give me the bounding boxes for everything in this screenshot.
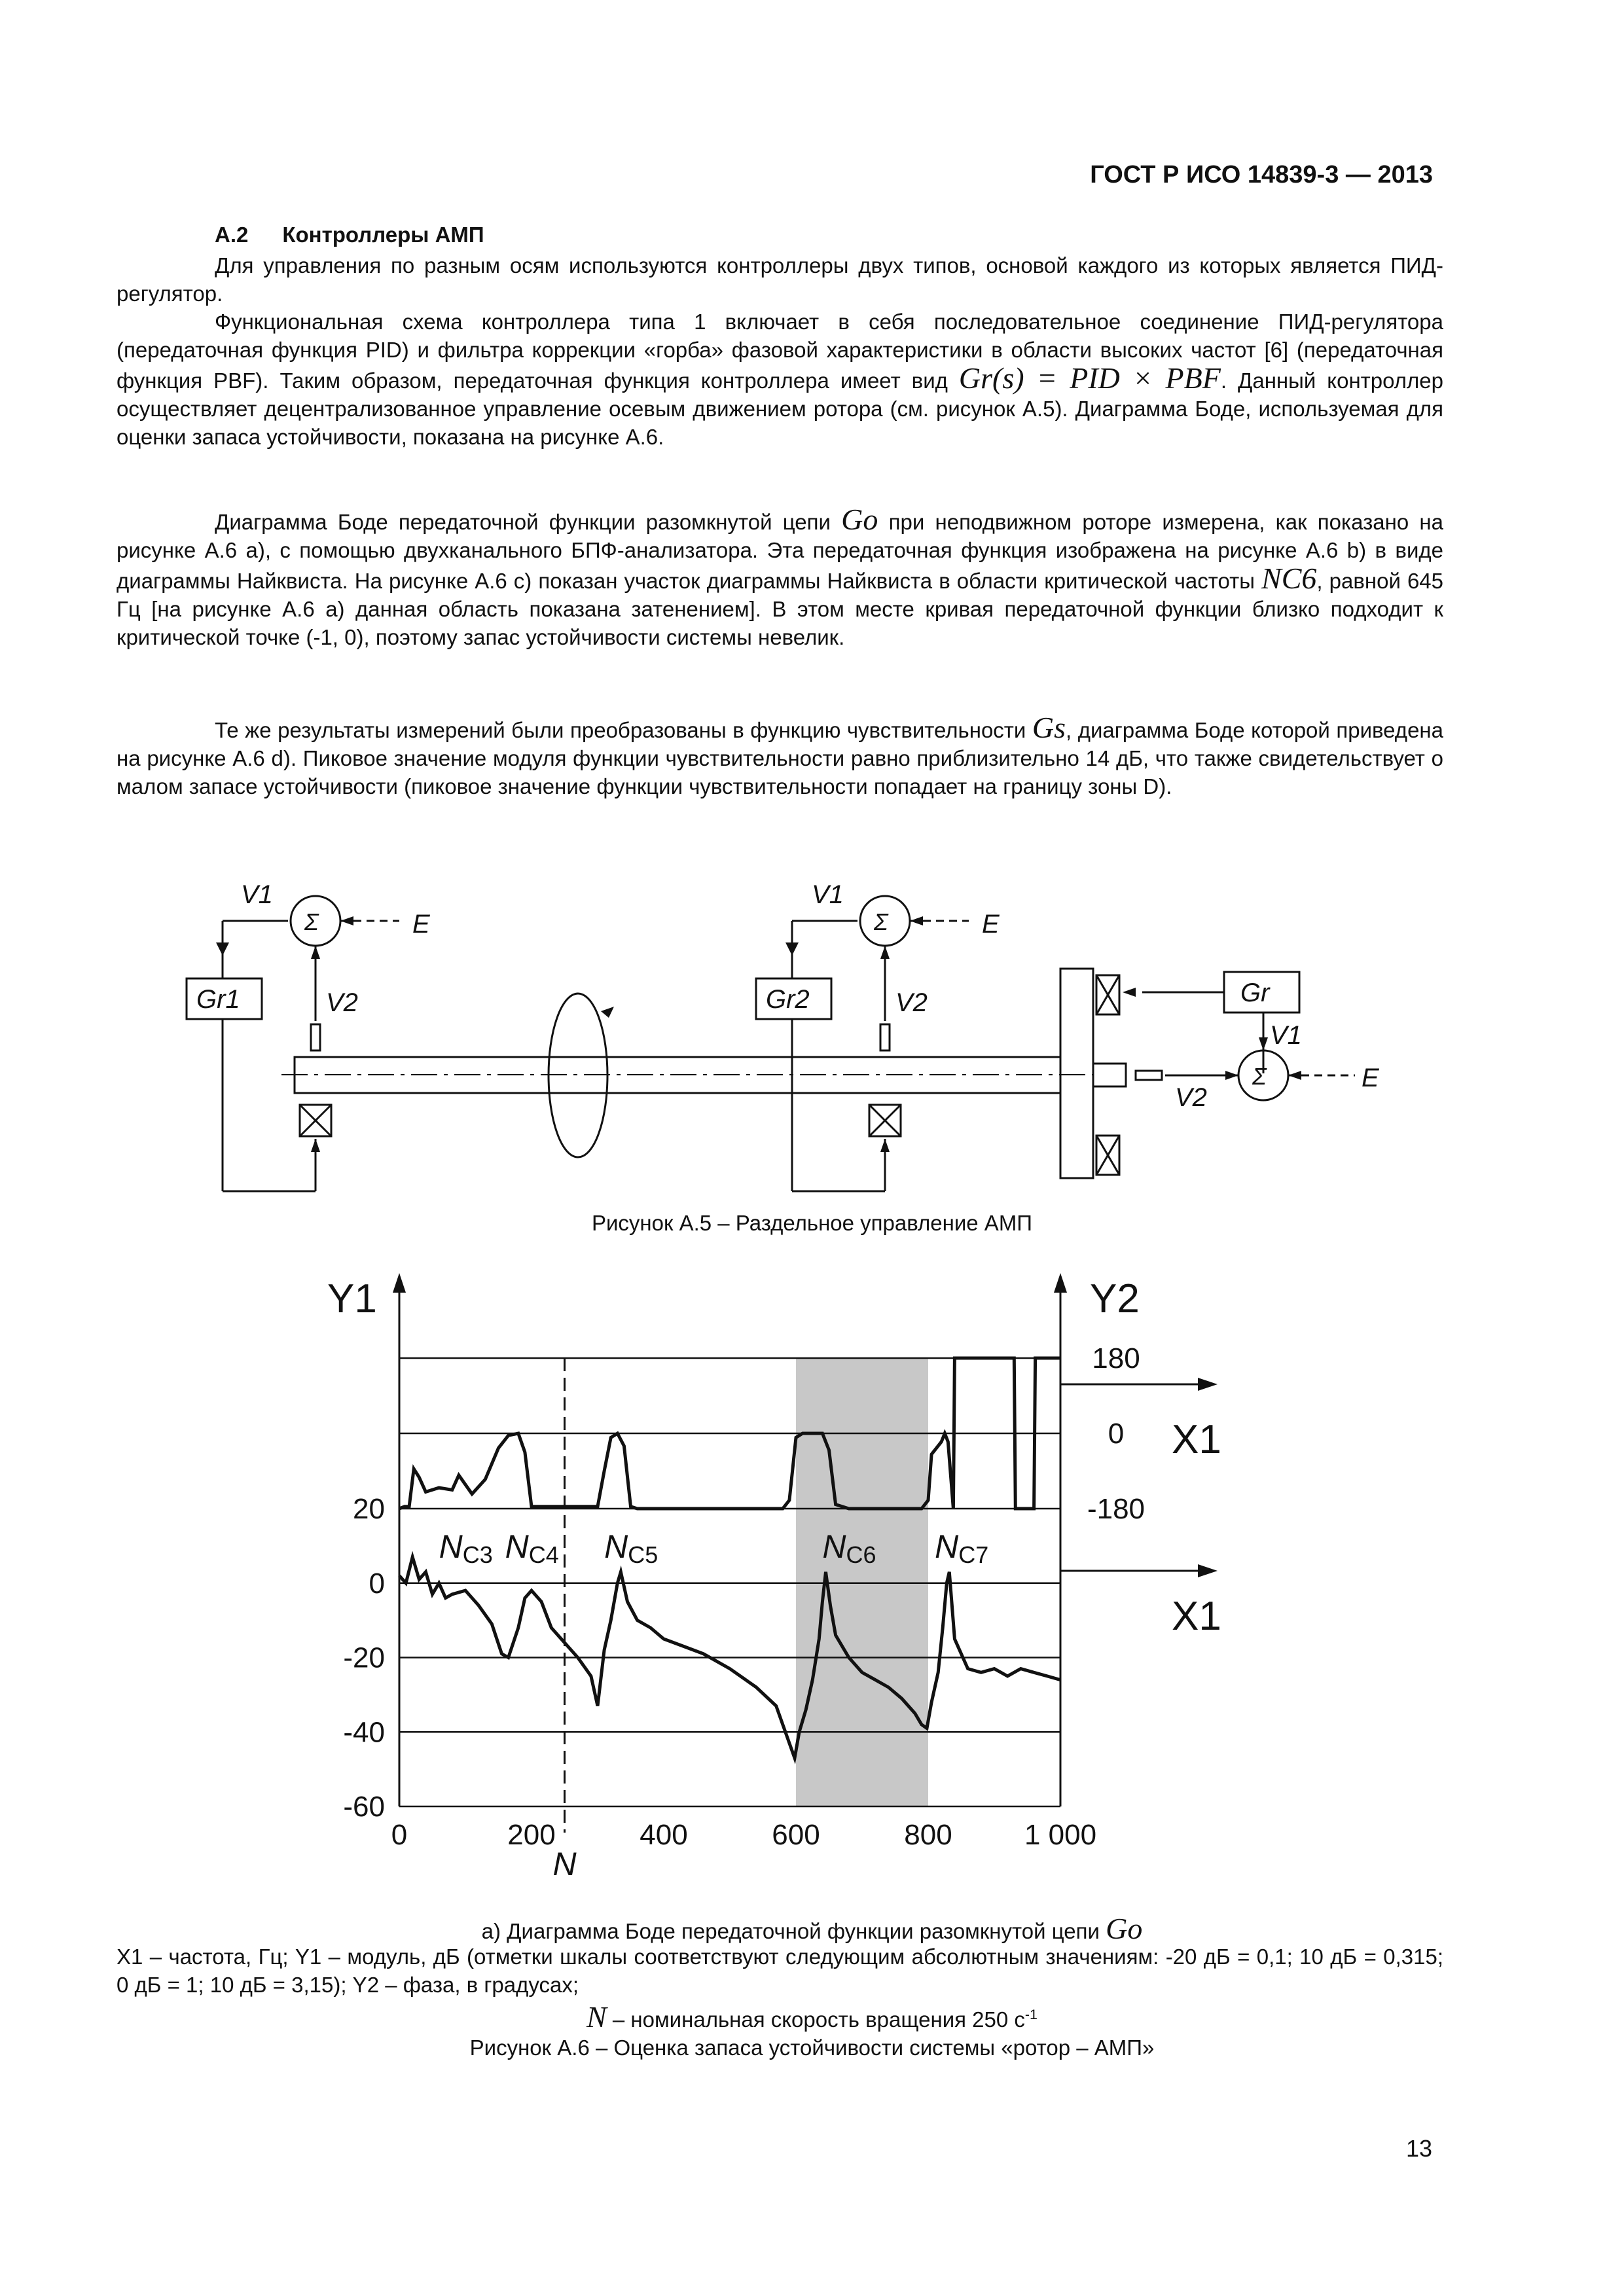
x-tick-label: 800 <box>904 1819 952 1851</box>
y1-tick-label: -20 <box>343 1641 385 1674</box>
label-sigma-axial: Σ <box>1252 1063 1267 1090</box>
label-gr2: Gr2 <box>766 985 810 1014</box>
y1-tick-label: 0 <box>369 1567 385 1600</box>
legend-n-sup: -1 <box>1024 2007 1038 2022</box>
label-v1-axial: V1 <box>1270 1021 1302 1050</box>
figure-a5-schematic <box>0 864 1624 1217</box>
figure-a6-caption: Рисунок А.6 – Оценка запаса устойчивости системы «ротор – АМП» <box>469 2036 1155 2060</box>
sensor-axial <box>1136 1071 1162 1080</box>
y1-axis-label: Y1 <box>327 1276 377 1321</box>
paragraph-2-text-end: . Данный контроллер осуществляет децентрализованное управление осевым движением ротора (см. рисунок А.5). Диаграмма Боде, используемая для оценки запаса устойчивости, показана на рисунке А.6. <box>117 368 1443 449</box>
paragraph-2 <box>117 308 1443 451</box>
peak-label-nc7: NC7 <box>935 1528 989 1568</box>
thrust-disc <box>1060 969 1093 1178</box>
paragraph-4-text: Те же результаты измерений были преобразованы в функцию чувствительности <box>215 718 1026 742</box>
figure-a6-caption-a <box>0 1911 1624 1946</box>
section-heading <box>215 223 518 247</box>
y2-tick-label: 180 <box>1092 1342 1140 1374</box>
caption-a-symbol: Go <box>1106 1912 1143 1945</box>
legend-n-text: – номинальная скорость вращения 250 с <box>612 2007 1025 2032</box>
label-gr-axial: Gr <box>1240 978 1270 1007</box>
label-v2-mid: V2 <box>895 988 928 1017</box>
peak-label-nc5: NC5 <box>604 1528 659 1568</box>
label-gr1: Gr1 <box>196 985 240 1014</box>
shaft-end <box>1093 1064 1126 1086</box>
page-number: 13 <box>1405 2135 1432 2162</box>
label-v1-left: V1 <box>241 880 273 909</box>
label-v1-mid: V1 <box>812 880 844 909</box>
figure-a6-legend-n <box>0 2000 1624 2034</box>
y2-axis-label: Y2 <box>1090 1276 1140 1321</box>
symbol-go: Go <box>841 503 878 536</box>
label-e-left: E <box>412 910 430 939</box>
x-tick-label: 1 000 <box>1024 1819 1097 1851</box>
label-e-mid: E <box>982 910 1000 939</box>
label-e-axial: E <box>1362 1064 1379 1092</box>
paragraph-3-text-end: , равной 645 Гц [на рисунке А.6 а) данная область показана затенением]. В этом месте кривая передаточной функции близко подходит к критической точке (-1, 0), поэтому запас устойчивости системы невелик. <box>117 569 1443 649</box>
y2-tick-label: 0 <box>1108 1418 1125 1450</box>
figure-a5-caption: Рисунок А.5 – Раздельное управление АМП <box>591 1211 1033 1235</box>
section-number: А.2 <box>215 223 249 247</box>
paragraph-1: Для управления по разным осям используются контроллеры двух типов, основой каждого из которых является ПИД-регулятор. <box>117 253 1443 306</box>
x-tick-label: 400 <box>640 1819 688 1851</box>
paragraph-4-text-end: , диаграмма Боде которой приведена на рисунке А.6 d). Пиковое значение модуля функции чувствительности равно приблизительно 14 дБ, что также свидетельствует о малом запасе устойчивости (пиковое значение функции чувствительности попадает на границу зоны D). <box>117 718 1443 798</box>
peak-label-nc6: NC6 <box>822 1528 876 1568</box>
label-sigma-left: Σ <box>304 908 319 935</box>
y2-tick-label: -180 <box>1087 1493 1146 1525</box>
legend-n-symbol: N <box>586 2000 607 2034</box>
paragraph-4 <box>117 713 1443 800</box>
arrowheads <box>216 916 1301 1152</box>
x-tick-label: 0 <box>391 1819 408 1851</box>
symbol-nc6: NC6 <box>1261 562 1317 595</box>
paragraph-3 <box>117 505 1443 651</box>
x1-axis-label-magnitude: X1 <box>1172 1594 1221 1639</box>
sensor-2 <box>880 1024 890 1050</box>
label-v2-axial: V2 <box>1175 1083 1207 1112</box>
symbol-gs: Gs <box>1032 711 1066 744</box>
paragraph-3-text-mid: при неподвижном роторе измерена, как показано на рисунке А.6 а), с помощью двухканального БПФ-анализатора. Эта передаточная функция изображена на рисунке А.6 b) в виде диаграммы Найквиста. На рисунке А.6 с) показан участок диаграммы Найквиста в области критической частоты <box>117 510 1443 593</box>
x-tick-label: 600 <box>772 1819 820 1851</box>
caption-a-text: а) Диаграмма Боде передаточной функции разомкнутой цепи <box>481 1919 1100 1943</box>
paragraph-2-text: Функциональная схема контроллера типа 1 включает в себя последовательное соединение ПИД-регулятора (передаточная функция PID) и фильтра коррекции «горба» фазовой характеристики в области высоких частот [6] (передаточная функция PBF). Таким образом, передаточная функция контроллера имеет вид <box>117 310 1443 393</box>
label-sigma-mid: Σ <box>874 908 888 935</box>
nominal-speed-label: N <box>552 1846 577 1882</box>
y1-tick-label: -40 <box>343 1716 385 1749</box>
peak-label-nc4: NC4 <box>505 1528 559 1568</box>
figure-a6-bode-chart <box>0 1263 1624 1892</box>
document-code: ГОСТ Р ИСО 14839-3 — 2013 <box>1090 161 1433 188</box>
y1-tick-label: 20 <box>353 1493 385 1525</box>
sensor-1 <box>311 1024 320 1050</box>
formula-controller: Gr(s) = PID × PBF <box>958 361 1221 395</box>
section-title: Контроллеры АМП <box>282 223 484 247</box>
peak-label-nc3: NC3 <box>439 1528 493 1568</box>
x-tick-label: 200 <box>507 1819 556 1851</box>
y1-tick-label: -60 <box>343 1791 385 1823</box>
label-v2-left: V2 <box>326 988 358 1017</box>
paragraph-3-text: Диаграмма Боде передаточной функции разомкнутой цепи <box>215 510 831 534</box>
x1-axis-label-phase: X1 <box>1172 1417 1221 1462</box>
figure-a6-legend: X1 – частота, Гц; Y1 – модуль, дБ (отметки шкалы соответствуют следующим абсолютным значениям: -20 дБ = 0,1; 10 дБ = 0,315; 0 дБ = 1; 10 дБ = 3,15); Y2 – фаза, в градусах; <box>117 1945 1443 1997</box>
